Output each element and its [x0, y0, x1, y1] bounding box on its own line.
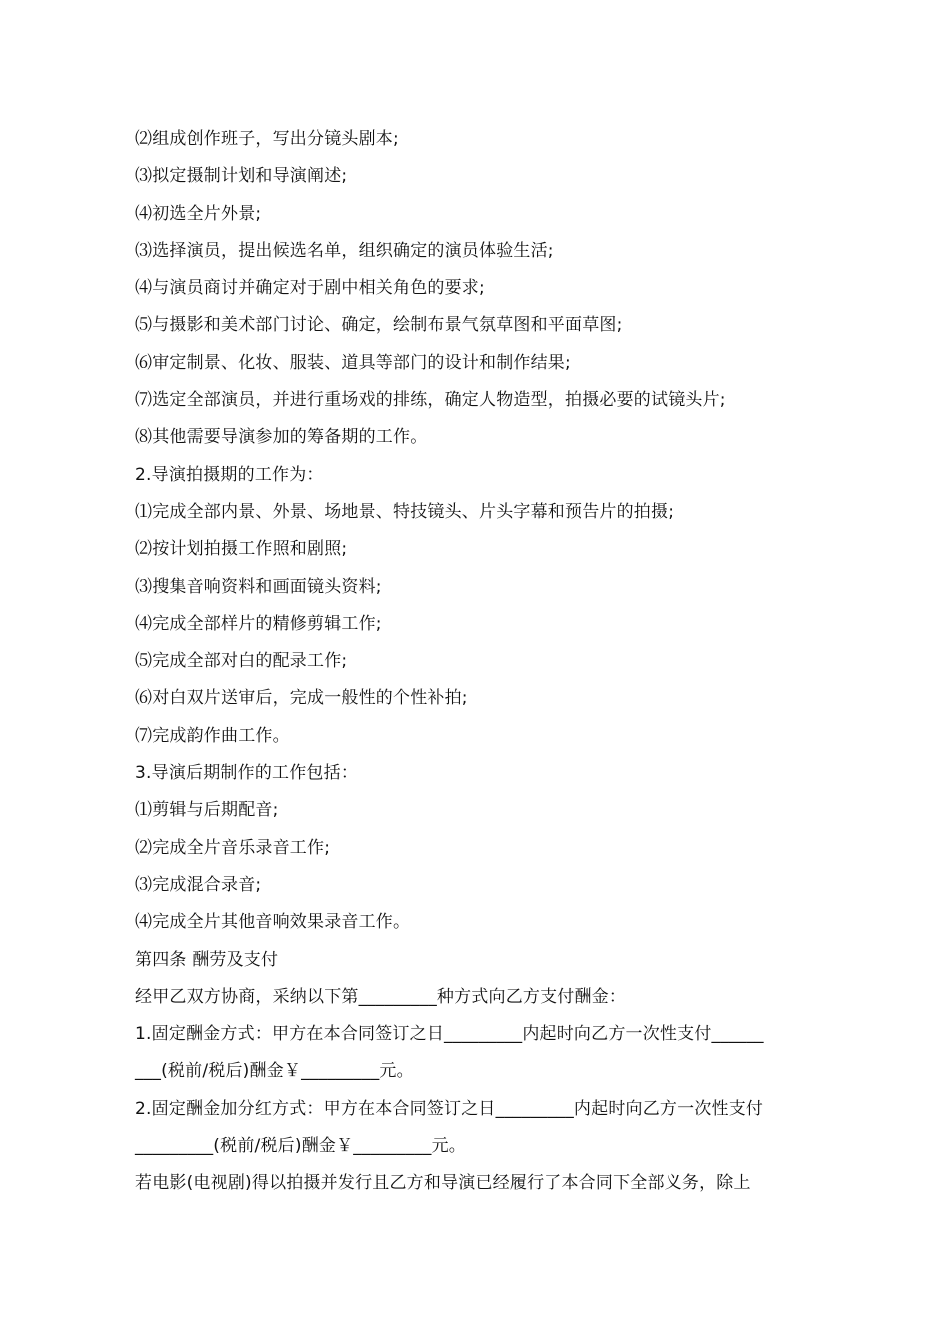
text-line: _________(税前/税后)酬金￥_________元。	[135, 1136, 466, 1157]
article-heading: 第四条 酬劳及支付	[135, 949, 279, 970]
text-line: ⑴完成全部内景、外景、场地景、特技镜头、片头字幕和预告片的拍摄;	[135, 501, 675, 522]
text-line: ⑷初选全片外景;	[135, 203, 262, 224]
text-line: ⑷完成全部样片的精修剪辑工作;	[135, 613, 382, 634]
text-line: ⑷完成全片其他音响效果录音工作。	[135, 912, 411, 933]
text-line: ⑴剪辑与后期配音;	[135, 800, 279, 821]
text-line: ⑻其他需要导演参加的筹备期的工作。	[135, 427, 428, 448]
section-heading: 2.导演拍摄期的工作为：	[135, 464, 324, 485]
text-line: ⑶选择演员，提出候选名单，组织确定的演员体验生活;	[135, 240, 554, 261]
section-heading: 3.导演后期制作的工作包括：	[135, 763, 359, 784]
text-line: 2.固定酬金加分红方式：甲方在本合同签订之日_________内起时向乙方一次性支付	[135, 1098, 764, 1119]
text-line: ⑺选定全部演员，并进行重场戏的排练，确定人物造型，拍摄必要的试镜头片;	[135, 390, 726, 411]
text-line: 若电影(电视剧)得以拍摄并发行且乙方和导演已经履行了本合同下全部义务，除上	[135, 1173, 751, 1194]
text-line: ⑶拟定摄制计划和导演阐述;	[135, 166, 348, 187]
text-line: ⑹对白双片送审后，完成一般性的个性补拍;	[135, 688, 468, 709]
text-line: ⑵按计划拍摄工作照和剧照;	[135, 539, 348, 560]
text-line: ⑵完成全片音乐录音工作;	[135, 837, 331, 858]
text-line: ⑶搜集音响资料和画面镜头资料;	[135, 576, 382, 597]
text-line: ⑶完成混合录音;	[135, 874, 262, 895]
text-line: ___(税前/税后)酬金￥_________元。	[135, 1061, 414, 1082]
document-body	[135, 121, 840, 1203]
text-line: 经甲乙双方协商，采纳以下第_________种方式向乙方支付酬金：	[135, 986, 627, 1007]
text-line: ⑷与演员商讨并确定对于剧中相关角色的要求;	[135, 278, 485, 299]
text-line: ⑸完成全部对白的配录工作;	[135, 651, 348, 672]
text-line: ⑸与摄影和美术部门讨论、确定，绘制布景气氛草图和平面草图;	[135, 315, 623, 336]
text-line: ⑺完成韵作曲工作。	[135, 725, 290, 746]
text-line: 1.固定酬金方式：甲方在本合同签订之日_________内起时向乙方一次性支付______	[135, 1024, 764, 1045]
text-line: ⑵组成创作班子，写出分镜头剧本;	[135, 129, 399, 149]
text-line: ⑹审定制景、化妆、服装、道具等部门的设计和制作结果;	[135, 352, 571, 373]
